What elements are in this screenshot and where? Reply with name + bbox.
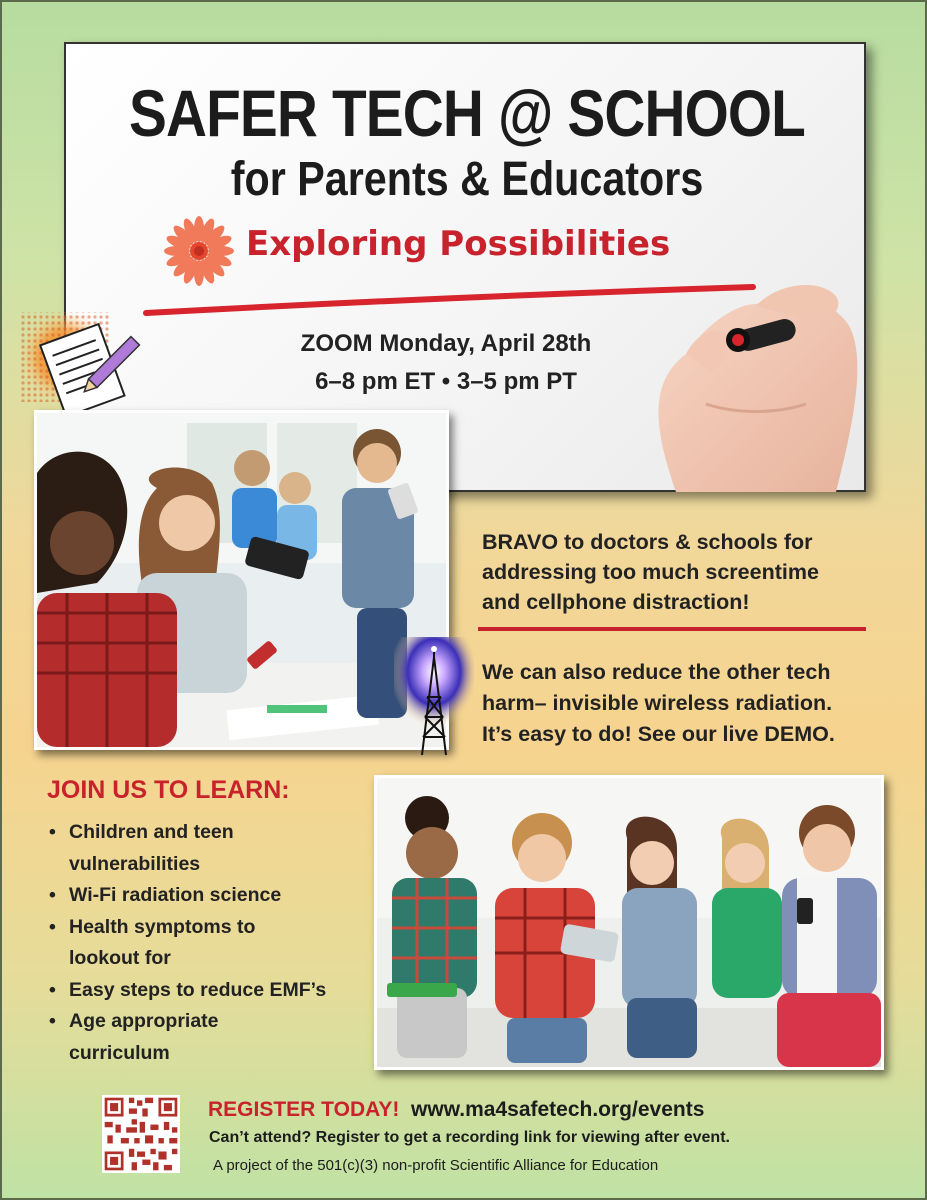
recording-note: Can’t attend? Register to get a recording link for viewing after event. — [209, 1129, 730, 1146]
kids-with-phones-photo — [34, 410, 449, 750]
cell-tower-icon — [394, 637, 474, 762]
sponsor-note: A project of the 501(c)(3) non-profit Scientific Alliance for Education — [213, 1157, 659, 1174]
list-item-line-1: Age appropriate — [69, 1010, 219, 1032]
bravo-line-1: BRAVO to doctors & schools for — [482, 530, 813, 554]
teens-with-devices-illustration — [377, 778, 881, 1067]
register-line — [208, 1099, 704, 1120]
register-url-link[interactable]: www.ma4safetech.org/events — [411, 1098, 705, 1121]
page-title: SAFER TECH @ SCHOOL — [128, 76, 806, 150]
bravo-line-2: addressing too much screentime — [482, 560, 819, 584]
list-item-line-1: Children and teen — [69, 821, 234, 843]
wireless-line-1: We can also reduce the other tech — [482, 660, 831, 684]
list-item-line-1: Health symptoms to — [69, 915, 256, 938]
event-date: ZOOM Monday, April 28th — [300, 330, 592, 357]
list-item — [47, 975, 367, 1007]
list-item — [47, 817, 367, 880]
red-divider — [478, 627, 866, 631]
list-item-line-2: lookout for — [69, 947, 171, 969]
tagline: Exploring Possibilities — [246, 224, 671, 264]
page-subtitle: for Parents & Educators — [230, 153, 704, 206]
learn-heading: JOIN US TO LEARN: — [47, 776, 290, 804]
wireless-line-3: It’s easy to do! See our live DEMO. — [482, 722, 835, 746]
event-time: 6–8 pm ET • 3–5 pm PT — [315, 368, 577, 395]
list-item — [47, 880, 367, 912]
list-item — [47, 1006, 367, 1069]
bravo-line-3: and cellphone distraction! — [482, 590, 750, 614]
list-item — [47, 912, 367, 975]
list-item-line-2: curriculum — [69, 1041, 170, 1064]
list-item-line-1: Easy steps to reduce EMF’s — [69, 978, 327, 1001]
wireless-line-2: harm– invisible wireless radiation. — [482, 691, 833, 715]
teens-with-devices-photo — [374, 775, 884, 1070]
list-item-line-1: Wi-Fi radiation science — [69, 884, 282, 906]
learn-list — [47, 817, 367, 1069]
list-item-line-2: vulnerabilities — [69, 852, 201, 875]
register-label: REGISTER TODAY! — [208, 1098, 400, 1121]
wireless-text — [482, 657, 902, 750]
flower-icon — [164, 216, 234, 286]
bravo-text — [482, 527, 902, 617]
qr-code-icon[interactable] — [102, 1095, 180, 1173]
kids-with-phones-illustration — [37, 413, 446, 747]
